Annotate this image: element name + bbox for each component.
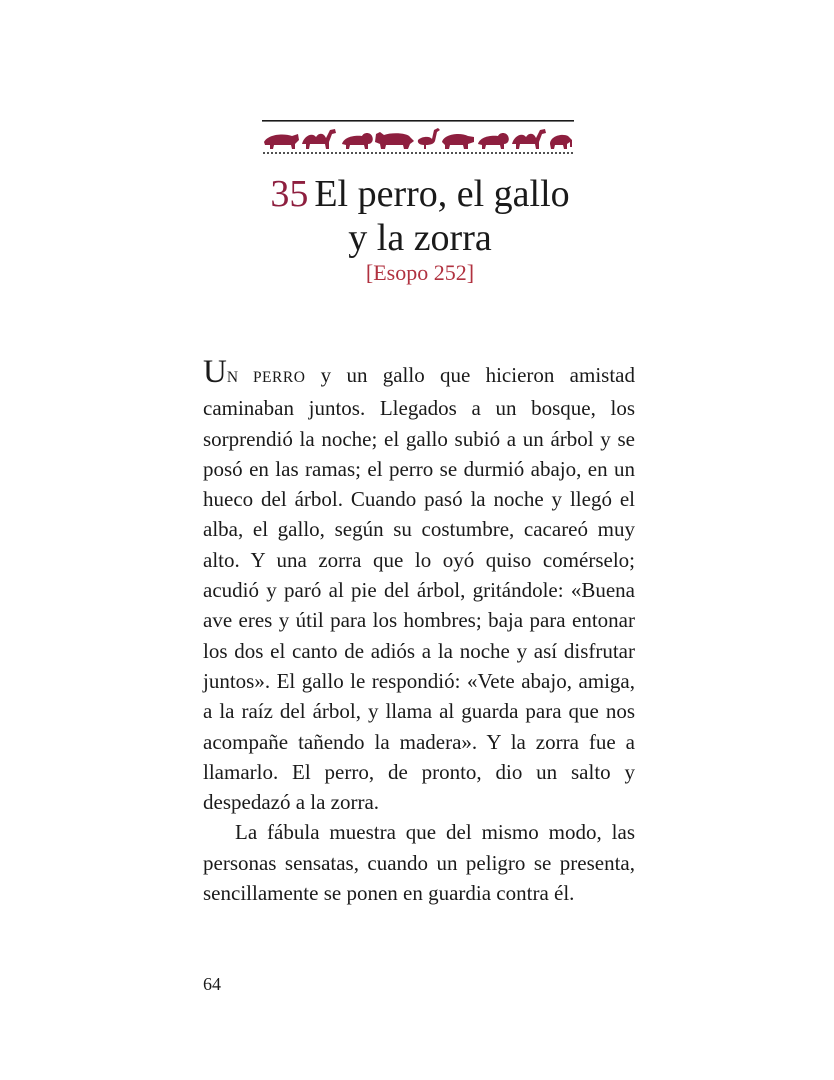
animal-frieze-ornament	[262, 120, 574, 156]
title-line-1	[220, 172, 620, 216]
chapter-title	[220, 172, 620, 260]
chapter-number: 35	[270, 173, 309, 215]
paragraph-2: La fábula muestra que del mismo modo, las personas sensatas, cuando un peligro se presenta, sencillamente se ponen en guardia contra él.	[203, 820, 635, 906]
title-line-2: y la zorra	[348, 217, 492, 259]
page-number: 64	[203, 974, 221, 994]
drop-cap: U	[203, 354, 227, 390]
paragraph-1-text: y un gallo que hicieron amistad caminaban juntos. Llegados a un bosque, los sorprendió la noche; el gallo subió a un árbol y se posó en las ramas; el perro se durmió abajo, en un hueco del árbol. Cuando pasó la noche y llegó el alba, el gallo, según su costumbre, cacareó muy alto. Y una zorra que lo oyó quiso comérselo; acudió y paró al pie del árbol, gritándole: «Buena ave eres y útil para los hombres; baja para entonar los dos el canto de adiós a la noche y así disfrutar juntos». El gallo le respondió: «Vete abajo, amiga, a la raíz del árbol, y llama al guarda para que nos acompañe tañendo la madera». Y la zorra fue a llamarlo. El perro, de pronto, dio un salto y despedazó a la zorra.	[203, 363, 635, 815]
source-reference: [Esopo 252]	[365, 260, 475, 285]
title-text-1: El perro, el gallo	[314, 173, 570, 215]
paragraph-1	[203, 356, 635, 817]
small-caps-opening: N PERRO	[226, 369, 306, 386]
fable-body	[203, 356, 635, 908]
animal-frieze-icon	[262, 120, 574, 156]
